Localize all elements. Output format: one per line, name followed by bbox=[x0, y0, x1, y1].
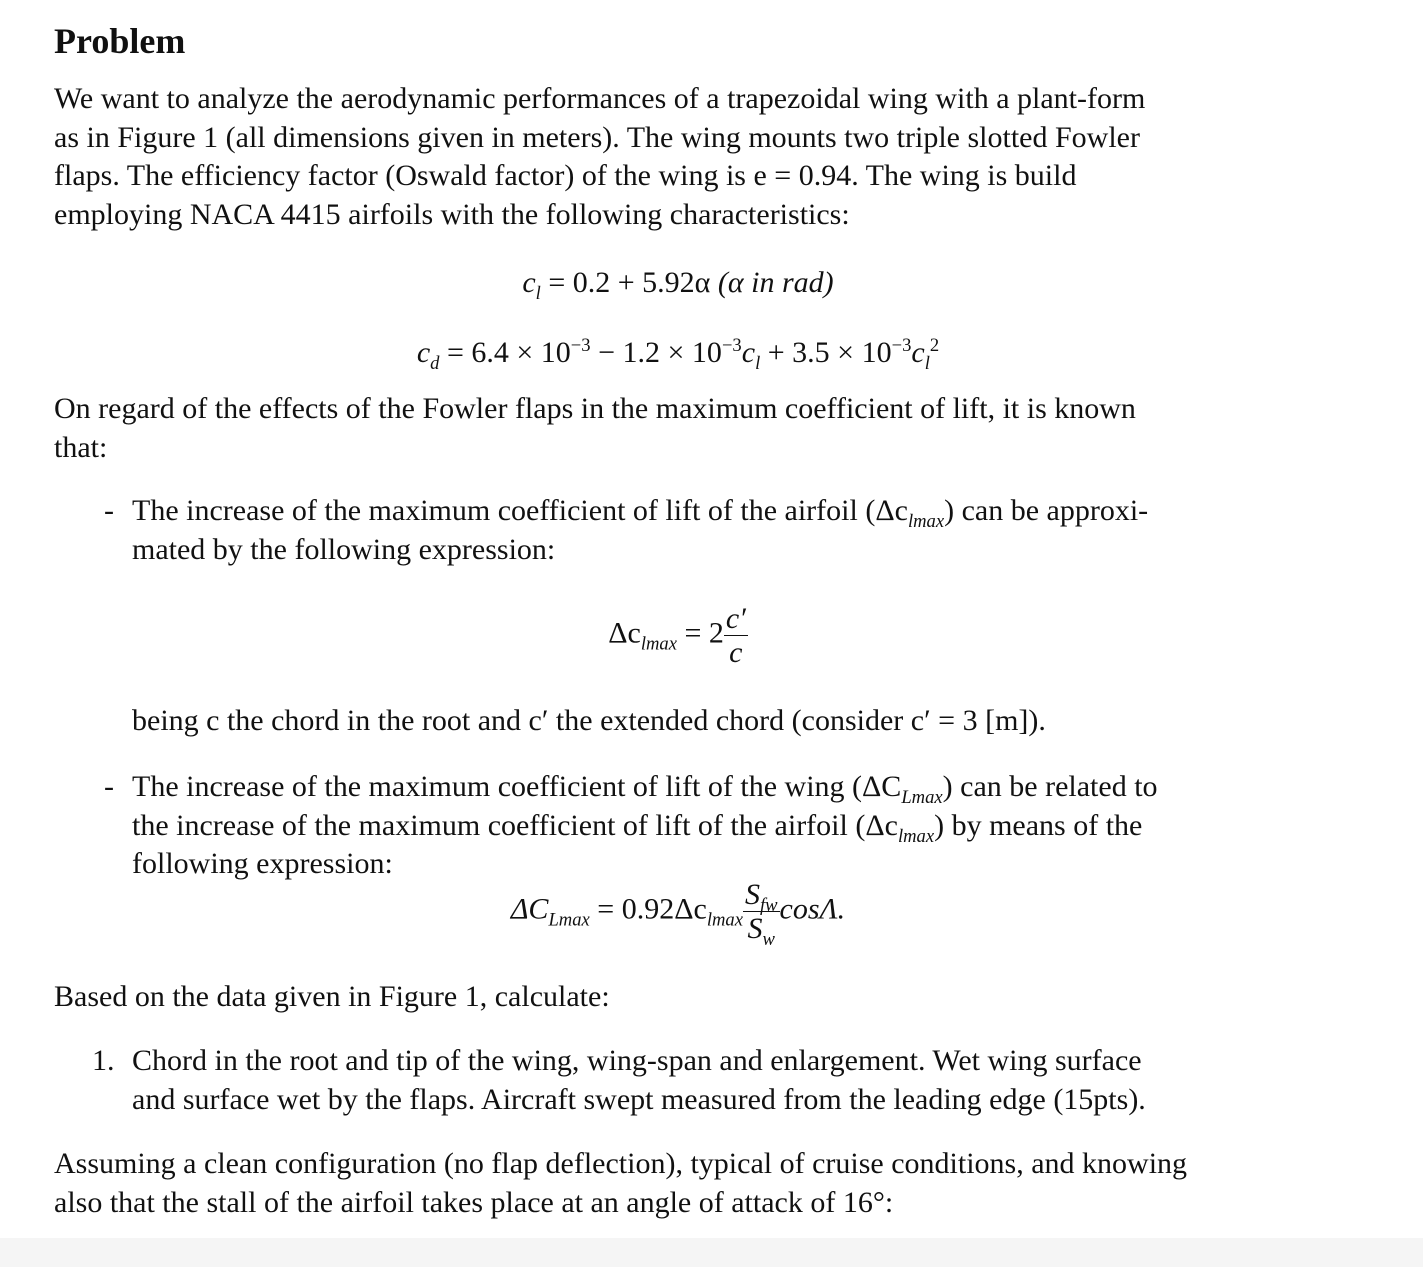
being-text: being c the chord in the root and c′ the extended chord (consider c′ = 3 [m]). bbox=[132, 704, 1046, 737]
intro-line: employing NACA 4415 airfoils with the following characteristics: bbox=[54, 197, 850, 231]
drag-equation: $c_d = 6.4 \times 10^{-3} - 1.2 \times 10^{-3}c_l + 3.5 \times 10^{-3}c_l^2$ bbox=[416, 335, 940, 374]
chord-ratio-fraction: $\frac{c'}{c}$ bbox=[725, 602, 746, 669]
item-line: The increase of the maximum coefficient of lift of the wing $(\Delta C_{Lmax})$ can be related to bbox=[132, 770, 1158, 808]
lift-equation: $c_l = 0.2 + 5.92\alpha$ (α in rad) bbox=[522, 266, 834, 304]
item-line: The increase of the maximum coefficient of lift of the airfoil $(\Delta c_{lmax})$ can be approxi- bbox=[132, 494, 1149, 532]
item-line: mated by the following expression: bbox=[132, 532, 556, 566]
regard-line: On regard of the effects of the Fowler flaps in the maximum coefficient of lift, it is known bbox=[54, 392, 1136, 425]
intro-line: We want to analyze the aerodynamic performances of a trapezoidal wing with a plant-form bbox=[54, 82, 1146, 115]
intro-line: as in Figure 1 (all dimensions given in meters). The wing mounts two triple slotted Fowler bbox=[54, 120, 1140, 154]
bullet-item-wing bbox=[104, 768, 1302, 884]
item-line: following expression: bbox=[132, 847, 393, 880]
airfoil-increase-equation: $\Delta c_{lmax} = 2$ $\frac{c'}{c}$ bbox=[608, 602, 746, 669]
problem-page bbox=[54, 10, 1302, 1219]
based-text: Based on the data given in Figure 1, calculate: bbox=[54, 980, 610, 1013]
assuming-paragraph bbox=[54, 1145, 1302, 1222]
item-line: Chord in the root and tip of the wing, wing-span and enlargement. Wet wing surface bbox=[132, 1044, 1142, 1077]
intro-line: flaps. The efficiency factor (Oswald factor) of the wing is e = 0.94. The wing is build bbox=[54, 159, 1077, 192]
item-line: the increase of the maximum coefficient of lift of the airfoil $(\Delta c_{lmax})$ by means of the bbox=[132, 808, 1143, 847]
assuming-line: Assuming a clean configuration (no flap deflection), typical of cruise conditions, and knowing bbox=[54, 1147, 1188, 1180]
numbered-item-1 bbox=[92, 1042, 1302, 1119]
assuming-line: also that the stall of the airfoil takes place at an angle of attack of 16°: bbox=[54, 1185, 894, 1219]
wing-increase-equation: $\Delta C_{Lmax} = 0.92\Delta c_{lmax}$ $\frac{S_{fw}}{S_w}$ cosΛ. bbox=[510, 878, 846, 950]
bullet-marker: - bbox=[104, 770, 114, 803]
bullet-item-airfoil bbox=[104, 492, 1302, 569]
bullet-marker: - bbox=[104, 494, 114, 527]
page-bottom-strip bbox=[0, 1238, 1423, 1267]
intro-paragraph bbox=[54, 80, 1302, 234]
regard-line: that: bbox=[54, 430, 108, 464]
list-number: 1. bbox=[92, 1044, 115, 1077]
regard-paragraph bbox=[54, 390, 1302, 467]
surface-ratio-fraction: $\frac{S_{fw}}{S_w}$ bbox=[744, 878, 778, 950]
item-line: and surface wet by the flaps. Aircraft swept measured from the leading edge (15pts). bbox=[132, 1082, 1146, 1116]
page-title: Problem bbox=[54, 21, 186, 61]
